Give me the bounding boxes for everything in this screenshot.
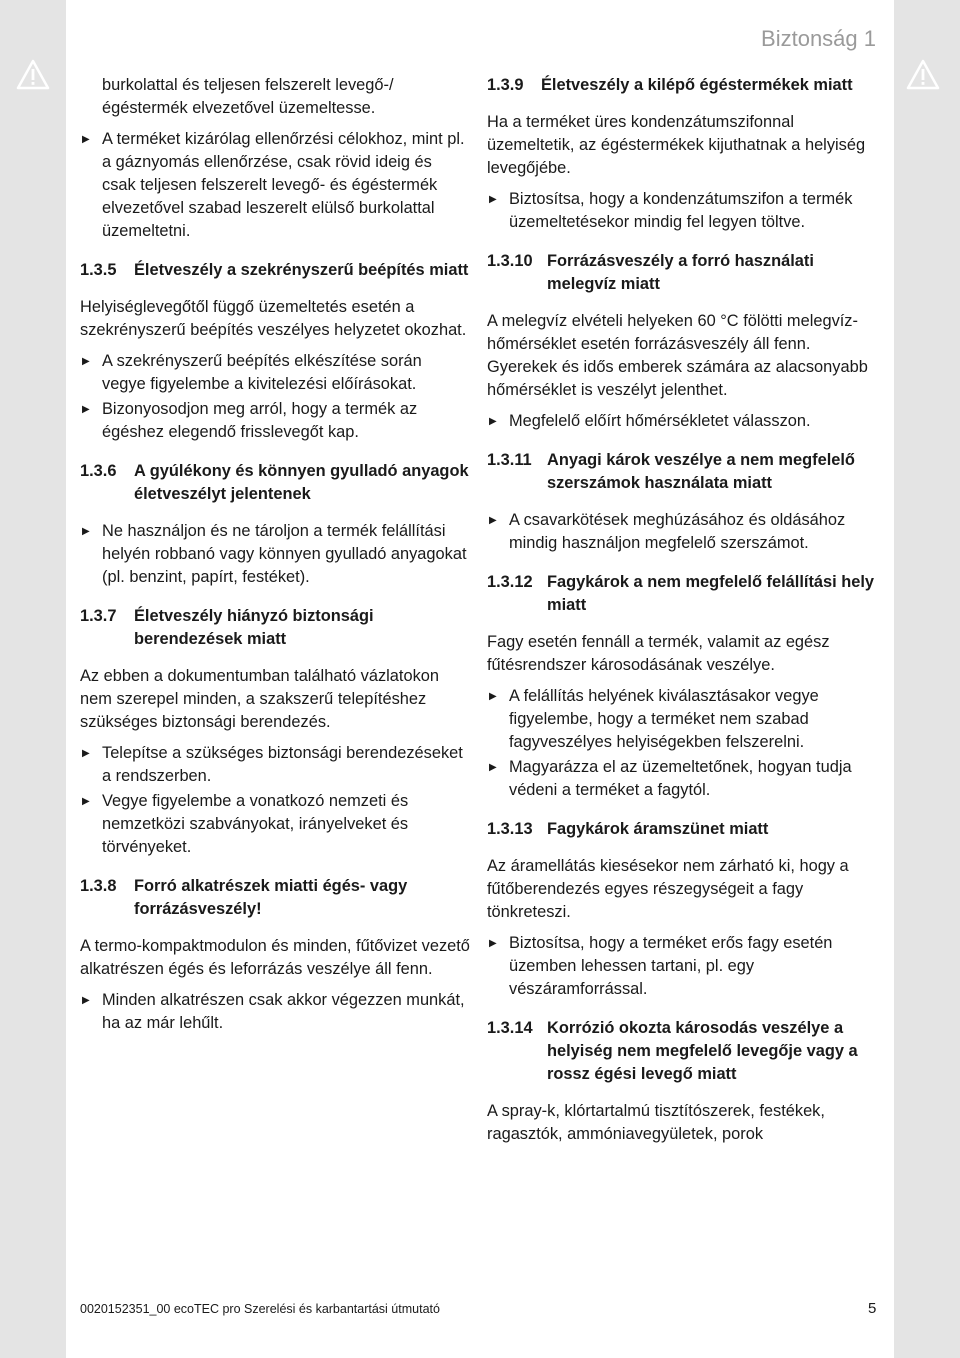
list-item: ▶ A csavarkötések meghúzásához és oldásához mindig használjon megfelelő szerszámot. (489, 511, 846, 552)
section-heading: 1.3.8 Forró alkatrészek miatti égés- vagy forrázásveszély! (80, 877, 408, 918)
triangle-right-icon: ▶ (82, 404, 90, 415)
triangle-right-icon: ▶ (489, 194, 497, 205)
triangle-right-icon: ▶ (489, 938, 497, 949)
triangle-right-icon: ▶ (489, 515, 497, 526)
list-item: ▶ A felállítás helyének kiválasztásakor vegye figyelembe, hogy a terméket nem szabad fagyveszélyes helyiségekben felszerelni. (489, 687, 819, 751)
section-heading: 1.3.14 Korrózió okozta károsodás veszélye a helyiség nem megfelelő levegője vagy a rossz égési levegő miatt (487, 1019, 858, 1083)
triangle-right-icon: ▶ (82, 134, 90, 145)
intro-continuation: burkolattal és teljesen felszerelt levegő-/égéstermék elvezetővel üzemeltesse. (102, 76, 394, 117)
list-item: ▶ A szekrényszerű beépítés elkészítése során vegye figyelembe a kivitelezési előírásokat. (82, 352, 422, 393)
list-item: ▶ Biztosítsa, hogy a terméket erős fagy esetén üzemben lehessen tartani, pl. egy vészáramforrással. (489, 934, 833, 998)
section-heading: 1.3.13 Fagykárok áramszünet miatt (487, 820, 769, 838)
page-number: 5 (868, 1300, 877, 1317)
left-margin-bar (0, 0, 66, 1358)
triangle-right-icon: ▶ (82, 356, 90, 367)
section-paragraph: Az áramellátás kiesésekor nem zárható ki, hogy a fűtőberendezés egyes részegységeit a fagy tönkreteszi. (487, 857, 849, 921)
section-paragraph: Helyiséglevegőtől függő üzemeltetés esetén a szekrényszerű beépítés veszélyes helyzetet okozhat. (80, 298, 467, 339)
triangle-right-icon: ▶ (489, 416, 497, 427)
section-paragraph: A termo-kompaktmodulon és minden, fűtővizet vezető alkatrészen égés és leforrázás veszélye áll fenn. (80, 937, 470, 978)
running-head: Biztonság 1 (761, 26, 876, 51)
triangle-right-icon: ▶ (82, 796, 90, 807)
triangle-right-icon: ▶ (489, 691, 497, 702)
list-item: ▶ A terméket kizárólag ellenőrzési célokhoz, mint pl. a gáznyomás ellenőrzése, csak rövid ideig és csak teljesen felszerelt levegő- és égéstermék elvezetővel szabad leszerelt elülső burkolattal üzemeltetni. (82, 130, 465, 240)
section-heading: 1.3.10 Forrázásveszély a forró használati melegvíz miatt (487, 252, 814, 293)
list-item: ▶ Ne használjon és ne tároljon a termék felállítási helyén robbanó vagy könnyen gyulladó anyagokat (pl. benzint, papírt, festéket). (82, 522, 467, 586)
list-item: ▶ Telepítse a szükséges biztonsági berendezéseket a rendszerben. (82, 744, 463, 785)
section-heading: 1.3.6 A gyúlékony és könnyen gyulladó anyagok életveszélyt jelentenek (80, 462, 469, 503)
section-heading: 1.3.9 Életveszély a kilépő égéstermékek miatt (487, 76, 853, 94)
right-margin-bar (894, 0, 960, 1358)
triangle-right-icon: ▶ (489, 762, 497, 773)
list-item: ▶ Biztosítsa, hogy a kondenzátumszifon a termék üzemeltetésekor mindig fel legyen töltve. (489, 190, 853, 231)
list-item: ▶ Bizonyosodjon meg arról, hogy a termék az égéshez elegendő frisslevegőt kap. (82, 400, 418, 441)
section-paragraph: Ha a terméket üres kondenzátumszifonnal üzemeltetik, az égéstermékek kijuthatnak a helyiség levegőjébe. (487, 113, 866, 177)
triangle-right-icon: ▶ (82, 995, 90, 1006)
right-column (487, 74, 882, 1154)
warning-triangle-icon (16, 58, 50, 92)
list-item: ▶ Vegye figyelembe a vonatkozó nemzeti és nemzetközi szabványokat, irányelveket és törvényeket. (82, 792, 409, 856)
list-item: ▶ Megfelelő előírt hőmérsékletet válasszon. (487, 410, 882, 433)
section-paragraph: Az ebben a dokumentumban található vázlatokon nem szerepel minden, a szakszerű telepítéshez szükséges biztonsági berendezés. (80, 667, 440, 731)
triangle-right-icon: ▶ (82, 526, 90, 537)
list-item: ▶ Minden alkatrészen csak akkor végezzen munkát, ha az már lehűlt. (82, 991, 465, 1032)
section-paragraph: A spray-k, klórtartalmú tisztítószerek, festékek, ragasztók, ammóniavegyületek, porok (487, 1102, 825, 1143)
section-heading: 1.3.5 Életveszély a szekrényszerű beépítés miatt (80, 261, 469, 279)
left-column (80, 74, 470, 1037)
section-paragraph: A melegvíz elvételi helyeken 60 °C fölötti melegvíz-hőmérséklet esetén forrázásveszély áll fenn. Gyerekek és idős emberek számára az alacsonyabb hőmérséklet is veszélyt jelenthet. (487, 312, 868, 399)
section-heading: 1.3.7 Életveszély hiányzó biztonsági berendezések miatt (80, 607, 374, 648)
triangle-right-icon: ▶ (82, 748, 90, 759)
warning-triangle-icon (906, 58, 940, 92)
list-item: ▶ Magyarázza el az üzemeltetőnek, hogyan tudja védeni a terméket a fagytól. (489, 758, 852, 799)
section-paragraph: Fagy esetén fennáll a termék, valamit az egész fűtésrendszer károsodásának veszélye. (487, 633, 830, 674)
section-heading: 1.3.11 Anyagi károk veszélye a nem megfelelő szerszámok használata miatt (487, 451, 855, 492)
footer-doc-ref: 0020152351_00 ecoTEC pro Szerelési és karbantartási útmutató (80, 1302, 440, 1316)
section-heading: 1.3.12 Fagykárok a nem megfelelő felállítási hely miatt (487, 573, 875, 614)
